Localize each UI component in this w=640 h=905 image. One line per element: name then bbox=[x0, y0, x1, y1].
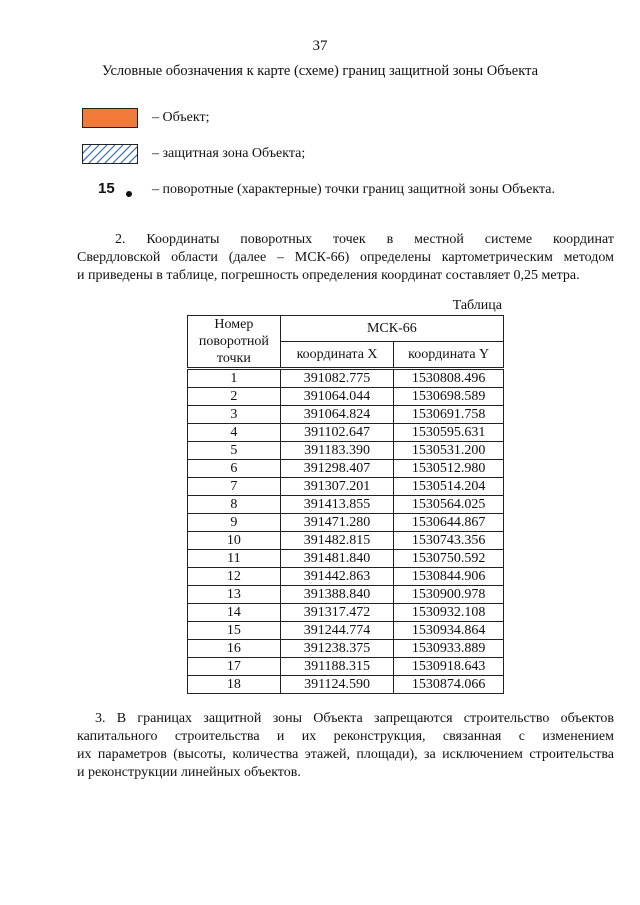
table-row bbox=[188, 658, 504, 676]
paragraph-line: и приведены в таблице, погрешность определения координат составляет 0,25 метра. bbox=[77, 268, 580, 283]
legend-object-label: – Объект; bbox=[152, 110, 210, 125]
cell-point-number: 18 bbox=[188, 676, 281, 694]
cell-coordinate-x: 391082.775 bbox=[280, 369, 394, 388]
cell-coordinate-y: 1530512.980 bbox=[394, 460, 504, 478]
cell-coordinate-x: 391317.472 bbox=[280, 604, 394, 622]
legend-item-point bbox=[82, 178, 555, 202]
object-swatch-icon bbox=[82, 108, 138, 128]
paragraph-line: 3. В границах защитной зоны Объекта запрещаются строительство объектов bbox=[95, 711, 614, 726]
cell-coordinate-x: 391238.375 bbox=[280, 640, 394, 658]
table-row bbox=[188, 532, 504, 550]
table-row bbox=[188, 442, 504, 460]
coordinates-table bbox=[187, 315, 504, 694]
table-row bbox=[188, 388, 504, 406]
table-row bbox=[188, 622, 504, 640]
cell-coordinate-y: 1530918.643 bbox=[394, 658, 504, 676]
cell-coordinate-y: 1530564.025 bbox=[394, 496, 504, 514]
cell-coordinate-x: 391188.315 bbox=[280, 658, 394, 676]
page-number: 37 bbox=[312, 38, 328, 54]
cell-coordinate-x: 391183.390 bbox=[280, 442, 394, 460]
cell-coordinate-y: 1530531.200 bbox=[394, 442, 504, 460]
cell-point-number: 9 bbox=[188, 514, 281, 532]
cell-coordinate-x: 391244.774 bbox=[280, 622, 394, 640]
header-system: МСК-66 bbox=[280, 316, 503, 342]
cell-coordinate-x: 391064.044 bbox=[280, 388, 394, 406]
table-row bbox=[188, 514, 504, 532]
paragraph-line: 2. Координаты поворотных точек в местной системе координат bbox=[115, 232, 614, 247]
turning-point-sample-label: 15 bbox=[98, 180, 115, 197]
table-row bbox=[188, 586, 504, 604]
header-coordinate-y: координата Y bbox=[394, 341, 504, 368]
cell-coordinate-x: 391124.590 bbox=[280, 676, 394, 694]
legend-item-object bbox=[82, 106, 209, 130]
paragraph-line: и реконструкции линейных объектов. bbox=[77, 765, 301, 780]
table-row bbox=[188, 604, 504, 622]
cell-coordinate-y: 1530743.356 bbox=[394, 532, 504, 550]
cell-coordinate-y: 1530644.867 bbox=[394, 514, 504, 532]
table-row bbox=[188, 424, 504, 442]
table-row bbox=[188, 496, 504, 514]
turning-point-dot-icon bbox=[126, 191, 132, 197]
cell-coordinate-x: 391442.863 bbox=[280, 568, 394, 586]
table-row bbox=[188, 550, 504, 568]
legend-item-zone bbox=[82, 142, 305, 166]
cell-point-number: 10 bbox=[188, 532, 281, 550]
cell-point-number: 16 bbox=[188, 640, 281, 658]
cell-coordinate-x: 391471.280 bbox=[280, 514, 394, 532]
cell-point-number: 7 bbox=[188, 478, 281, 496]
paragraph-coordinates bbox=[77, 231, 614, 285]
table-row bbox=[188, 369, 504, 388]
cell-point-number: 8 bbox=[188, 496, 281, 514]
legend-point-label: – поворотные (характерные) точки границ защитной зоны Объекта. bbox=[152, 182, 555, 197]
cell-point-number: 6 bbox=[188, 460, 281, 478]
table-row bbox=[188, 478, 504, 496]
table-row bbox=[188, 676, 504, 694]
header-point-number: Номер поворотной точки bbox=[188, 316, 281, 369]
zone-hatch-icon bbox=[82, 144, 138, 164]
cell-coordinate-y: 1530595.631 bbox=[394, 424, 504, 442]
paragraph-restrictions bbox=[77, 710, 614, 782]
paragraph-line: Свердловской области (далее – МСК-66) определены картометрическим методом bbox=[77, 250, 614, 265]
cell-coordinate-y: 1530932.108 bbox=[394, 604, 504, 622]
table-row bbox=[188, 640, 504, 658]
cell-coordinate-x: 391388.840 bbox=[280, 586, 394, 604]
cell-point-number: 2 bbox=[188, 388, 281, 406]
turning-point-icon bbox=[82, 180, 138, 200]
cell-coordinate-x: 391413.855 bbox=[280, 496, 394, 514]
paragraph-line: капитального строительства и их реконструкция, связанная с изменением bbox=[77, 729, 614, 744]
cell-point-number: 5 bbox=[188, 442, 281, 460]
cell-point-number: 15 bbox=[188, 622, 281, 640]
header-coordinate-x: координата X bbox=[280, 341, 394, 368]
cell-coordinate-y: 1530514.204 bbox=[394, 478, 504, 496]
cell-coordinate-y: 1530934.864 bbox=[394, 622, 504, 640]
cell-point-number: 11 bbox=[188, 550, 281, 568]
cell-coordinate-x: 391482.815 bbox=[280, 532, 394, 550]
cell-coordinate-x: 391481.840 bbox=[280, 550, 394, 568]
cell-point-number: 4 bbox=[188, 424, 281, 442]
cell-coordinate-y: 1530698.589 bbox=[394, 388, 504, 406]
cell-point-number: 17 bbox=[188, 658, 281, 676]
paragraph-line: их параметров (высоты, количества этажей, площади), за исключением строительства bbox=[77, 747, 614, 762]
cell-coordinate-y: 1530900.978 bbox=[394, 586, 504, 604]
table-caption: Таблица bbox=[452, 298, 502, 313]
cell-coordinate-y: 1530844.906 bbox=[394, 568, 504, 586]
legend-title: Условные обозначения к карте (схеме) границ защитной зоны Объекта bbox=[101, 63, 539, 79]
cell-coordinate-y: 1530933.889 bbox=[394, 640, 504, 658]
cell-coordinate-y: 1530691.758 bbox=[394, 406, 504, 424]
cell-point-number: 13 bbox=[188, 586, 281, 604]
table-row bbox=[188, 568, 504, 586]
legend-zone-label: – защитная зона Объекта; bbox=[152, 146, 306, 161]
table-row bbox=[188, 406, 504, 424]
cell-coordinate-y: 1530874.066 bbox=[394, 676, 504, 694]
cell-coordinate-y: 1530808.496 bbox=[394, 369, 504, 388]
table-row bbox=[188, 460, 504, 478]
cell-coordinate-y: 1530750.592 bbox=[394, 550, 504, 568]
cell-point-number: 3 bbox=[188, 406, 281, 424]
cell-point-number: 14 bbox=[188, 604, 281, 622]
cell-coordinate-x: 391064.824 bbox=[280, 406, 394, 424]
cell-coordinate-x: 391298.407 bbox=[280, 460, 394, 478]
cell-point-number: 1 bbox=[188, 369, 281, 388]
cell-coordinate-x: 391307.201 bbox=[280, 478, 394, 496]
cell-point-number: 12 bbox=[188, 568, 281, 586]
cell-coordinate-x: 391102.647 bbox=[280, 424, 394, 442]
